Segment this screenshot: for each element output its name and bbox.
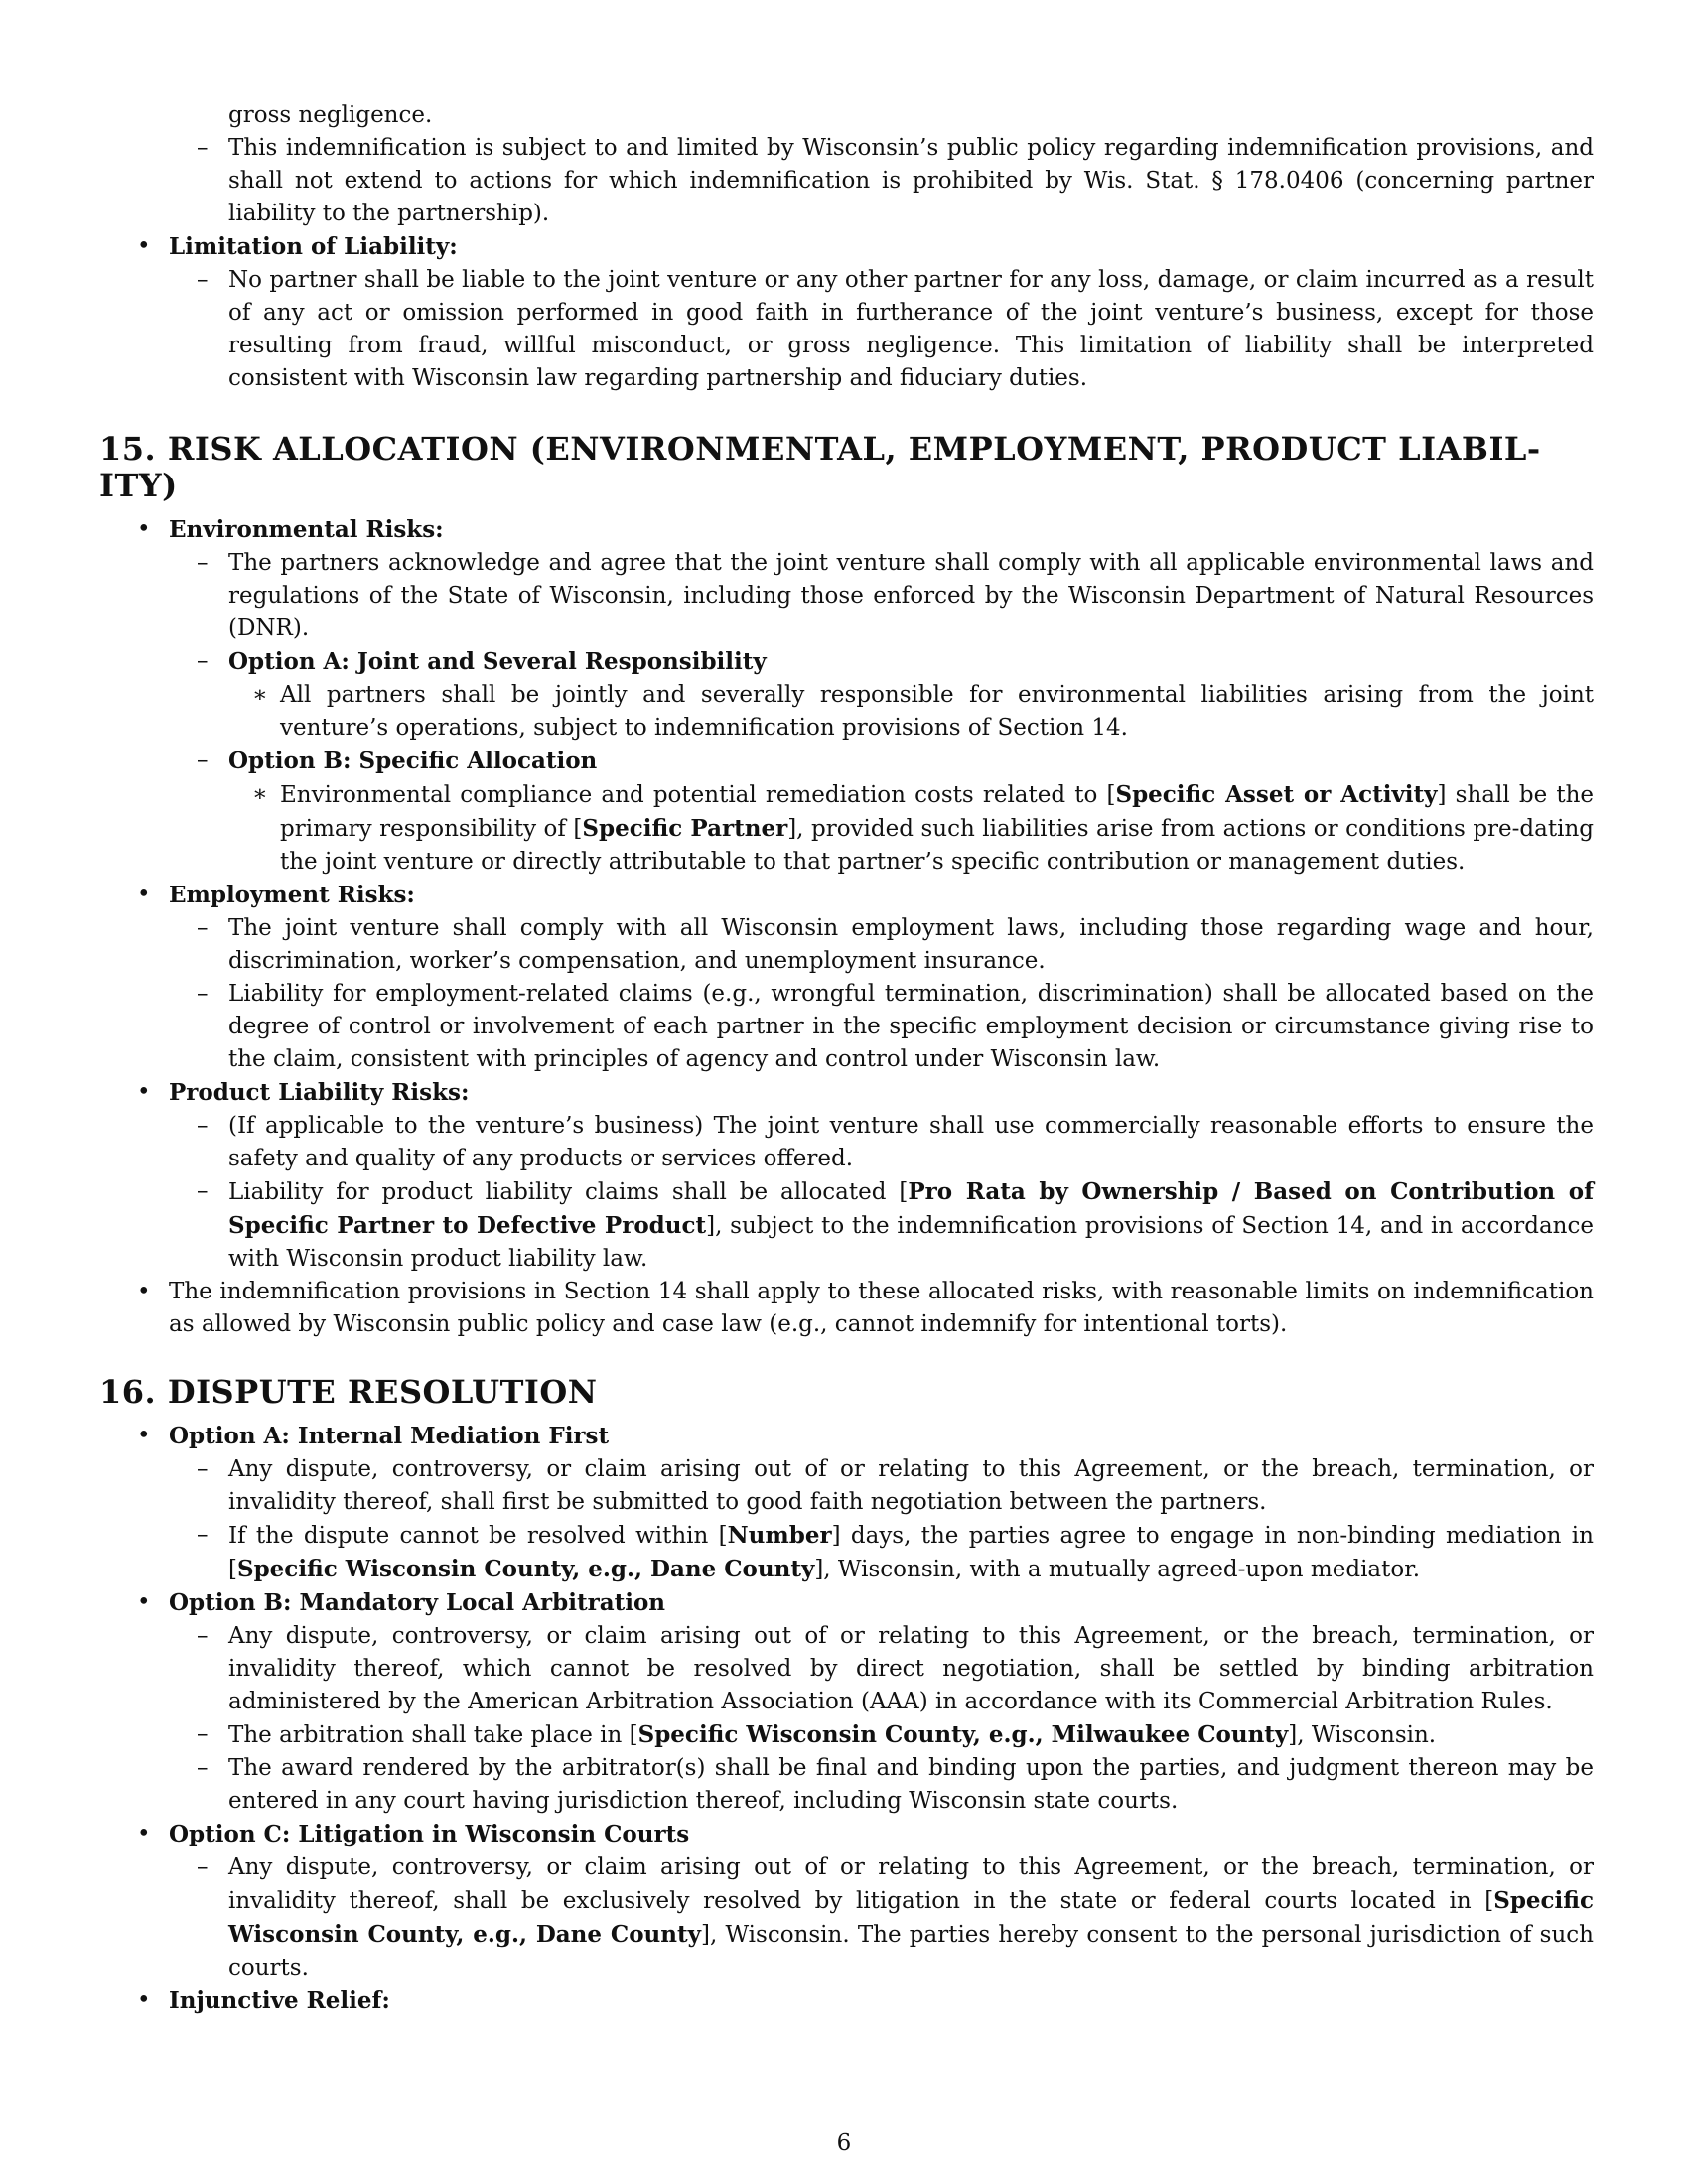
- dash-marker: –: [197, 748, 209, 773]
- dash-marker: –: [197, 1623, 209, 1649]
- dash-marker: –: [197, 1178, 209, 1204]
- dash-marker: –: [197, 915, 209, 941]
- dash-marker: –: [197, 1854, 209, 1880]
- bullet-marker: •: [137, 1279, 151, 1304]
- list-item: [99, 132, 1594, 230]
- limitation-text: No partner shall be liable to the joint venture or any other partner for any loss, damage, or claim incurred as a result of any act or omission performed in good faith in furtherance of the joint venture’s business, except for those resulting from fraud, willful misconduct, or gross negligence. This limitation of liability shall be interpreted consistent with Wisconsin law regarding partnership and fiduciary duties.: [228, 267, 1594, 391]
- placeholder-number: Number: [727, 1522, 832, 1549]
- indemnification-limits-text: The indemnification provisions in Section 14 shall apply to these allocated risks, with reasonable limits on indemnification as allowed by Wisconsin public policy and case law (e.g., cannot indemnify for intentional torts).: [169, 1279, 1594, 1337]
- employment-risks-heading: Employment Risks:: [169, 882, 415, 908]
- litigation-text: Any dispute, controversy, or claim arising out of or relating to this Agreement, or the breach, termination, or invalidity thereof, shall be exclusively resolved by litigation in the state or federal courts located in [Specific Wisconsin County, e.g., Dane County], Wisconsin. The parties hereby consent to the personal jurisdiction of such courts.: [228, 1854, 1594, 1980]
- list-item: [99, 264, 1594, 395]
- list-item: [99, 1851, 1594, 1984]
- environmental-compliance-text: The partners acknowledge and agree that the joint venture shall comply with all applicable environmental laws and regulations of the State of Wisconsin, including those enforced by the Wisconsin Department of Natural Resources (DNR).: [228, 550, 1594, 641]
- list-item: [99, 1110, 1594, 1175]
- dash-marker: –: [197, 267, 209, 293]
- dash-marker: –: [197, 135, 209, 161]
- list-item: [99, 1276, 1594, 1341]
- section-15-title-line2: ITY): [99, 467, 178, 504]
- list-item: [99, 645, 1594, 679]
- bullet-marker: •: [137, 516, 151, 542]
- env-option-b-heading: Option B: Specific Allocation: [228, 748, 598, 774]
- dash-marker: –: [197, 1522, 209, 1548]
- page-number: 6: [836, 2130, 852, 2156]
- list-item: [99, 547, 1594, 645]
- wisconsin-indemnification-text: This indemnification is subject to and limited by Wisconsin’s public policy regarding indemnification provisions, and shall not extend to actions for which indemnification is prohibited by Wis. Stat. § 178.0406 (concerning partner liability to the partnership).: [228, 135, 1594, 226]
- environmental-risks-heading: Environmental Risks:: [169, 516, 444, 543]
- list-item: [99, 1718, 1594, 1752]
- product-liability-heading: Product Liability Risks:: [169, 1079, 470, 1106]
- bullet-marker: •: [137, 882, 151, 907]
- list-item: [99, 1519, 1594, 1586]
- list-item: [99, 230, 1594, 264]
- list-item: [99, 978, 1594, 1076]
- bullet-marker: •: [137, 1987, 151, 2013]
- list-item: [99, 513, 1594, 547]
- arbitration-award-text: The award rendered by the arbitrator(s) shall be final and binding upon the parties, and judgment thereon may be entered in any court having jurisdiction thereof, including Wisconsin state courts.: [228, 1755, 1594, 1814]
- list-item: [99, 1818, 1594, 1851]
- section-15-title: [99, 431, 1594, 504]
- employment-laws-text: The joint venture shall comply with all Wisconsin employment laws, including those regarding wage and hour, discrimination, worker’s compensation, and unemployment insurance.: [228, 915, 1594, 974]
- list-item: [99, 1984, 1594, 2018]
- placeholder-county: Specific Wisconsin County, e.g., Dane County: [236, 1556, 815, 1582]
- dash-marker: –: [197, 981, 209, 1007]
- page-content: [99, 99, 1594, 2018]
- dispute-option-a-negotiation-text: Any dispute, controversy, or claim arising out of or relating to this Agreement, or the breach, termination, or invalidity thereof, shall first be submitted to good faith negotiation between the partners.: [228, 1456, 1594, 1515]
- dispute-option-c-heading: Option C: Litigation in Wisconsin Courts: [169, 1821, 690, 1847]
- dispute-option-b-heading: Option B: Mandatory Local Arbitration: [169, 1589, 666, 1616]
- continuation-text: gross negligence.: [228, 102, 433, 128]
- placeholder-county: Specific Wisconsin County, e.g., Milwaukee County: [637, 1721, 1289, 1748]
- list-item: [99, 1420, 1594, 1453]
- placeholder-specific-partner: Specific Partner: [582, 815, 788, 842]
- arbitration-location-text: The arbitration shall take place in [Specific Wisconsin County, e.g., Milwaukee County], Wisconsin.: [228, 1721, 1437, 1748]
- placeholder-county: Specific Wisconsin County, e.g., Dane County: [228, 1887, 1594, 1948]
- bullet-marker: •: [137, 1423, 151, 1448]
- list-item: [99, 745, 1594, 778]
- list-item: [99, 912, 1594, 978]
- section-15-title-line1: 15. RISK ALLOCATION (ENVIRONMENTAL, EMPLOYMENT, PRODUCT LIABIL-: [99, 430, 1541, 468]
- list-item: [99, 1453, 1594, 1519]
- product-safety-text: (If applicable to the venture’s business) The joint venture shall use commercially reasonable efforts to ensure the safety and quality of any products or services offered.: [228, 1113, 1594, 1171]
- arbitration-text: Any dispute, controversy, or claim arising out of or relating to this Agreement, or the breach, termination, or invalidity thereof, which cannot be resolved by direct negotiation, shall be settled by binding arbitration administered by the American Arbitration Association (AAA) in accordance with its Commercial Arbitration Rules.: [228, 1623, 1594, 1714]
- placeholder-allocation-method: Pro Rata by Ownership / Based on Contribution of Specific Partner to Defective Product: [228, 1178, 1594, 1239]
- star-marker: ∗: [252, 682, 268, 708]
- dispute-option-a-heading: Option A: Internal Mediation First: [169, 1423, 610, 1449]
- placeholder-specific-asset: Specific Asset or Activity: [1115, 781, 1438, 808]
- dash-marker: –: [197, 1721, 209, 1747]
- section-16-title: 16. DISPUTE RESOLUTION: [99, 1373, 598, 1411]
- list-item: [99, 1586, 1594, 1620]
- list-item: [99, 1752, 1594, 1818]
- list-item: [99, 879, 1594, 912]
- dispute-option-a-mediation-text: If the dispute cannot be resolved within [Number] days, the parties agree to engage in non-binding mediation in [Specific Wisconsin County, e.g., Dane County], Wisconsin, with a mutually agreed-upon mediator.: [228, 1522, 1594, 1582]
- limitation-heading: Limitation of Liability:: [169, 233, 458, 260]
- product-allocation-text: Liability for product liability claims shall be allocated [Pro Rata by Ownership / Based on Contribution of Specific Partner to Defective Product], subject to the indemnification provisions of Section 14, and in accordance with Wisconsin product liability law.: [228, 1178, 1594, 1272]
- bullet-marker: •: [137, 233, 151, 259]
- dash-marker: –: [197, 550, 209, 576]
- bullet-marker: •: [137, 1079, 151, 1105]
- list-item: [99, 1620, 1594, 1718]
- list-item: [99, 1076, 1594, 1110]
- bullet-marker: •: [137, 1821, 151, 1846]
- env-option-a-text: All partners shall be jointly and severally responsible for environmental liabilities arising from the joint venture’s operations, subject to indemnification provisions of Section 14.: [280, 682, 1594, 741]
- env-option-a-heading: Option A: Joint and Several Responsibility: [228, 648, 767, 675]
- list-item: [99, 679, 1594, 745]
- dash-marker: –: [197, 1113, 209, 1139]
- star-marker: ∗: [252, 781, 268, 807]
- dash-marker: –: [197, 1755, 209, 1781]
- list-item: [99, 778, 1594, 879]
- dash-marker: –: [197, 648, 209, 674]
- injunctive-relief-heading: Injunctive Relief:: [169, 1987, 390, 2014]
- list-item: [99, 1175, 1594, 1276]
- bullet-marker: •: [137, 1589, 151, 1615]
- employment-liability-text: Liability for employment-related claims (e.g., wrongful termination, discrimination) shall be allocated based on the degree of control or involvement of each partner in the specific employment decision or circumstance giving rise to the claim, consistent with principles of agency and control under Wisconsin law.: [228, 981, 1594, 1072]
- dash-marker: –: [197, 1456, 209, 1482]
- env-option-b-text: Environmental compliance and potential remediation costs related to [Specific Asset or Activity] shall be the primary responsibility of [Specific Partner], provided such liabilities arise from actions or conditions pre-dating the joint venture or directly attributable to that partner’s specific contribution or management duties.: [280, 781, 1595, 875]
